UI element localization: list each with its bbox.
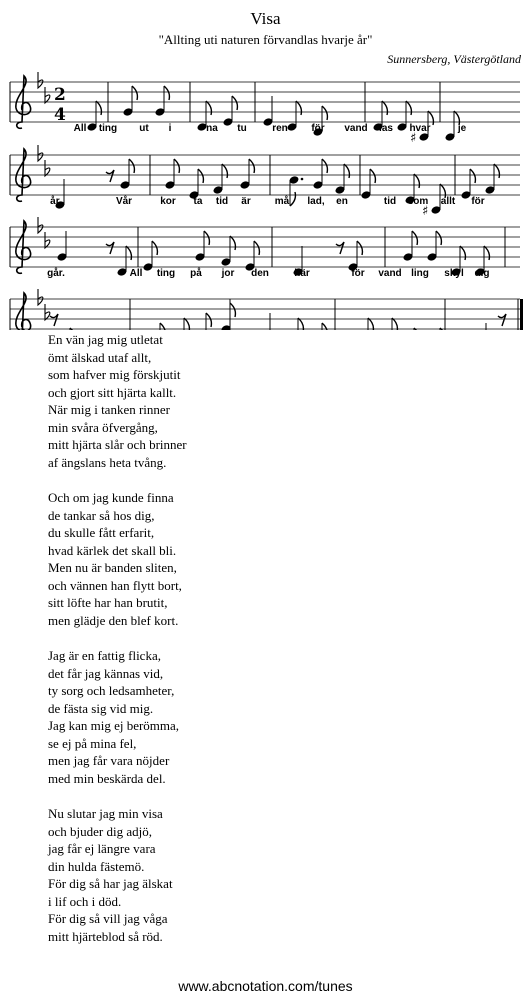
lyric-syllable: för [471,196,485,207]
verse-line: En vän jag mig utletat [48,332,163,347]
note-flag [96,101,101,115]
lyric-syllable: är [241,196,251,207]
footer-url[interactable]: www.abcnotation.com/tunes [178,978,353,994]
lyric-syllable: je [457,123,467,134]
note-flag [184,318,189,330]
verse-line: min svåra öfvergång, [48,419,158,435]
note-flag [230,236,235,250]
lyric-syllable: jor [221,268,235,279]
verse-line: se ej på mina fel, [48,735,137,751]
lyric-syllable: ting [156,268,176,279]
note-flag [222,164,227,178]
lyric-syllable: All [73,123,87,134]
eighth-rest-icon [50,314,58,326]
verse-line: med min beskärda del. [48,770,166,786]
flat-sign-icon [45,232,50,248]
verse-line: af ängslans heta tvång. [48,454,167,470]
dot-icon [301,178,304,181]
note-flag [164,86,169,100]
verse-line: ty sorg och ledsamheter, [48,683,175,698]
treble-clef-icon [16,293,31,330]
verse-1 [48,331,187,471]
verse-line: de fästa sig vid mig. [48,700,154,716]
verse-4 [48,805,187,945]
verse-line: Och om jag kunde finna [48,490,174,505]
song-title: Visa [250,9,281,28]
flat-sign-icon [45,87,50,103]
lyric-syllable: las [379,123,393,134]
verse-line: jag får ej längre vara [48,841,156,856]
lyric-syllable: som [407,196,429,207]
lyric-syllable: ut [139,123,149,134]
lyric-syllable: må [274,196,290,207]
lyric-syllable: vand [378,268,402,279]
lyric-syllable: na [206,123,218,134]
verse-line: hvad kärlek det skall bli. [48,542,177,558]
note-flag [129,159,134,173]
lyric-syllable: All [129,268,143,279]
note-flag [230,303,235,317]
note-flag [126,246,131,260]
note-flag [382,101,387,115]
note-flag [414,174,419,188]
flat-sign-icon [45,304,50,320]
lyrics-verses [48,331,187,963]
note-flag [344,164,349,178]
song-subtitle: "Allting uti naturen förvandlas hvarje år" [158,32,373,47]
note-flag [298,318,303,330]
verse-line: och vännen han flytt bort, [48,577,182,593]
note-flag [460,246,465,260]
note-flag [370,169,375,183]
note-flag [204,231,209,245]
eighth-rest-icon [106,170,114,182]
lyric-syllable: vand [344,123,368,134]
lyric-syllable: skyl [444,268,464,279]
verse-line: För dig så vill jag våga [48,911,168,926]
lyric-syllable: här [294,268,310,279]
lyric-syllable: tid [383,196,397,207]
lyric-syllable: för [351,268,365,279]
lyric-syllable: en [336,196,348,207]
lyric-syllable: kor [160,196,176,207]
lyric-syllable: hvar [409,123,431,134]
eighth-rest-icon [498,314,506,326]
note-flag [152,241,157,255]
verse-line: det får jag kännas vid, [48,665,164,681]
song-origin: Sunnersberg, Västergötland [387,52,521,66]
lyric-syllable: tid [215,196,229,207]
lyric-syllable: den [251,268,269,279]
verse-line: du skulle fått erfarit, [48,525,155,540]
note-flag [322,106,327,120]
eighth-rest-icon [336,242,344,254]
flat-sign-icon [38,72,43,88]
verse-line: För dig så har jag älskat [48,876,173,891]
eighth-rest-icon [106,242,114,254]
verse-line: de tankar så hos dig, [48,507,155,523]
note-flag [412,231,417,245]
lyric-syllable: allt [440,196,456,207]
verse-line: och gjort sitt hjärta kallt. [48,384,177,400]
note-flag [484,246,489,260]
verse-line: mitt hjärteblod så röd. [48,928,163,944]
note-flag [357,241,362,255]
music-score [0,68,531,330]
note-flag [198,169,203,183]
lyric-syllable: dig [474,268,490,279]
verse-line: din hulda fästemö. [48,858,145,874]
note-flag [322,159,327,173]
lyric-syllable: ta [193,196,203,207]
note-flag [406,101,411,115]
time-signature-denominator: 4 [54,105,66,125]
note-flag [436,231,441,245]
lyric-syllable: på [190,268,202,279]
note-flag [254,241,259,255]
verse-line: När mig i tanken rinner [48,402,171,417]
note-flag [132,86,137,100]
lyric-syllable: ting [98,123,118,134]
lyric-syllable: i [168,123,172,134]
verse-line: Jag är en fattig flicka, [48,648,161,663]
lyric-syllable: för [311,123,325,134]
note-flag [494,164,499,178]
flat-sign-icon [45,160,50,176]
time-signature-numerator: 2 [54,85,66,105]
verse-3 [48,647,187,787]
note-flag [206,313,211,327]
verse-line: men jag får vara nöjder [48,753,170,768]
verse-line: sitt löfte har han brutit, [48,595,168,610]
verse-line: som hafver mig förskjutit [48,367,181,382]
note-flag [290,192,295,206]
lyric-syllable: lad, [307,196,325,207]
verse-line: Jag kan mig ej berömma, [48,718,180,733]
verse-line: Nu slutar jag min visa [48,806,163,821]
lyric-syllable: ling [411,268,429,279]
verse-line: och bjuder dig adjö, [48,823,152,839]
verse-line: ömt älskad utaf allt, [48,349,152,365]
verse-line: men glädje den blef kort. [48,612,179,628]
note-flag [296,101,301,115]
note-flag [174,159,179,173]
note-flag [232,96,237,110]
lyric-syllable: går. [47,268,65,279]
lyric-syllable: tu [237,123,247,134]
lyric-syllable: ren [272,123,288,134]
lyric-syllable: år. [50,196,62,207]
sharp-sign-icon: ♯ [422,204,429,219]
flat-sign-icon [38,145,43,161]
verse-line: Men nu är banden sliten, [48,560,177,575]
note-flag [470,169,475,183]
lyric-syllable: Vår [115,196,133,207]
note-flag [368,318,373,330]
flat-sign-icon [38,217,43,233]
flat-sign-icon [38,289,43,305]
note-flag [249,159,254,173]
note-flag [206,101,211,115]
verse-line: mitt hjärta slår och brinner [48,437,187,452]
verse-line: i lif och i död. [48,893,122,909]
verse-2 [48,489,187,629]
note-flag [392,318,397,330]
final-bar-line [520,299,523,330]
sharp-sign-icon: ♯ [410,131,417,146]
